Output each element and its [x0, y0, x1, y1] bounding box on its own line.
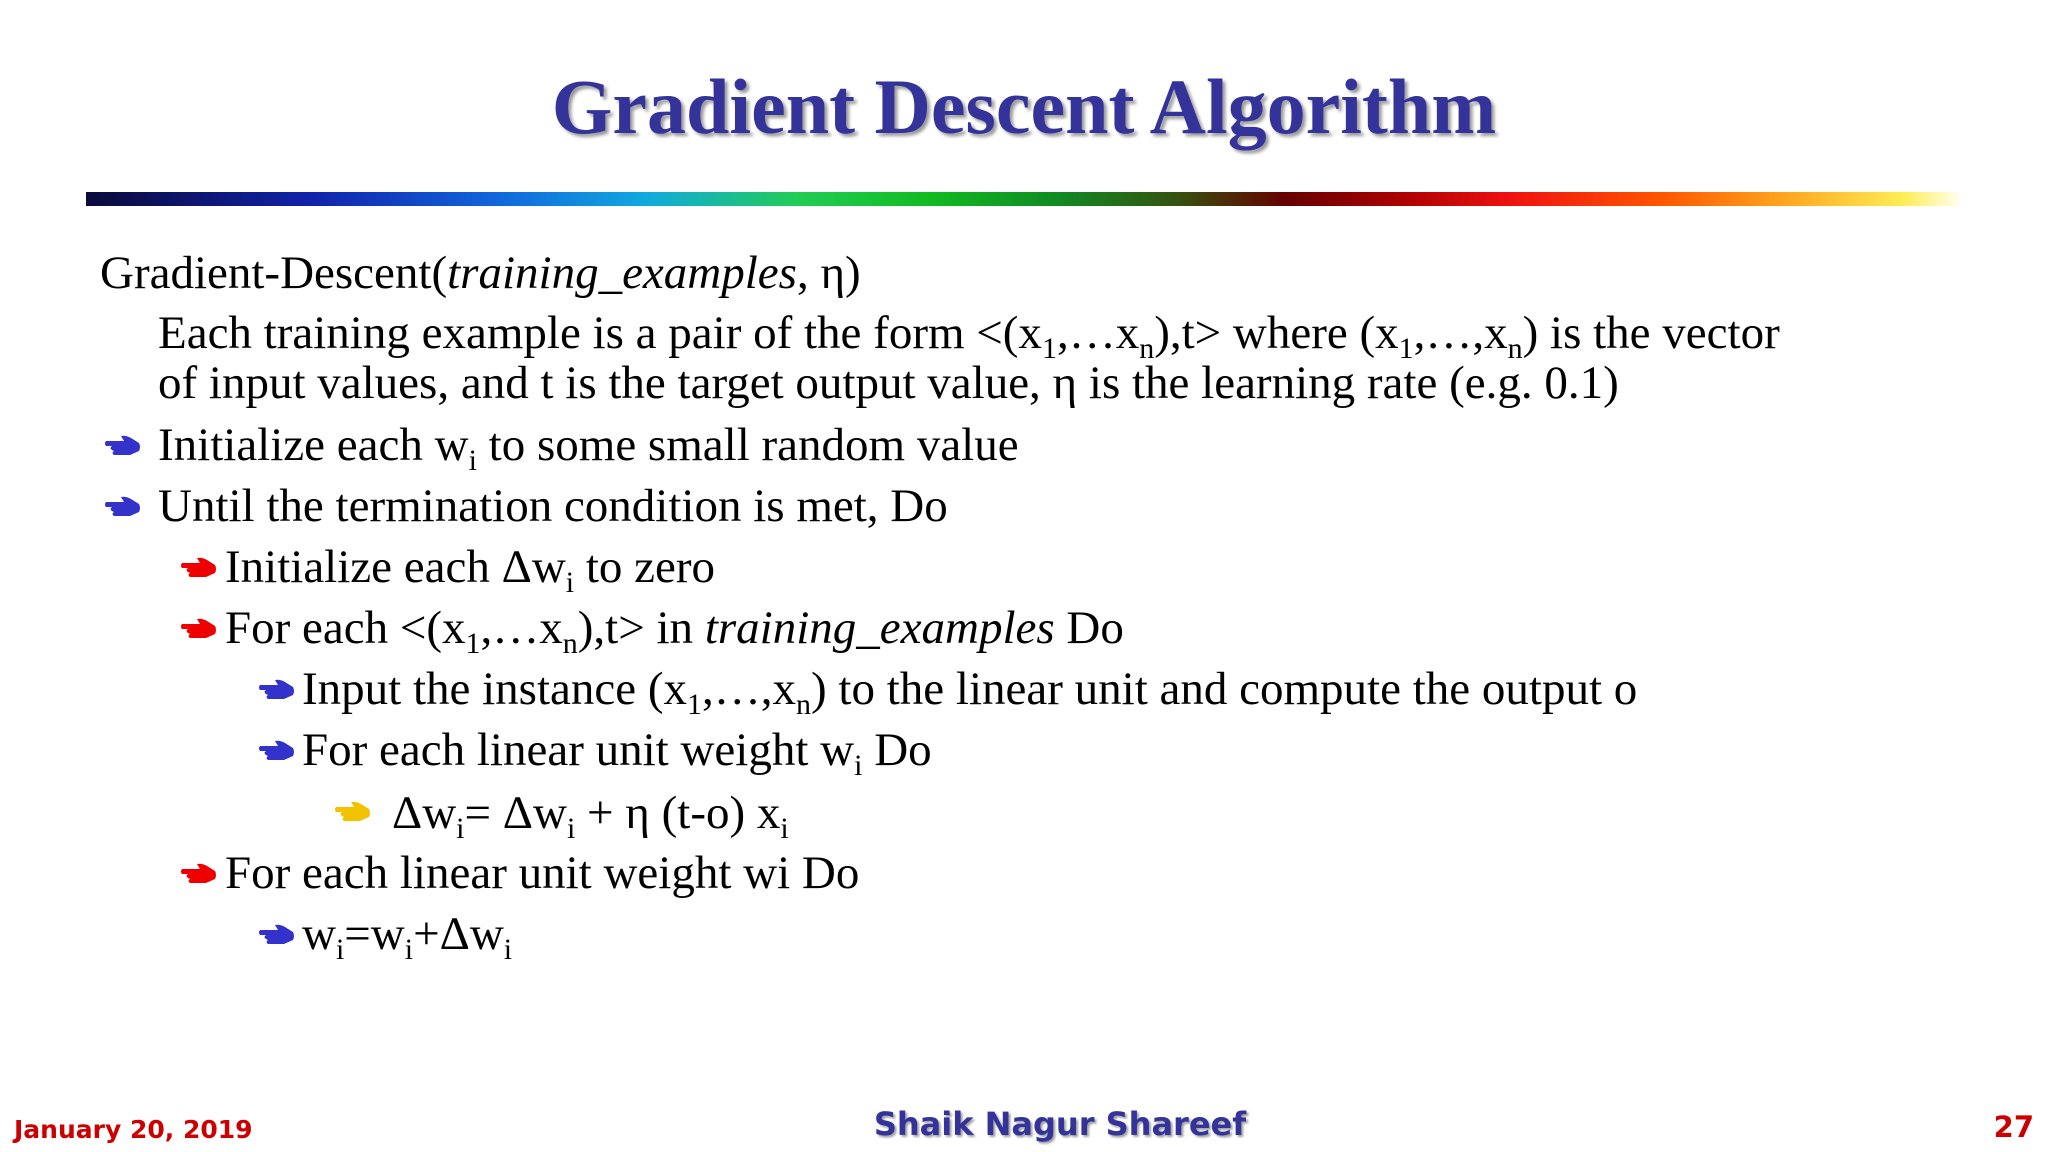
description-line-2: of input values, and t is the target output value, η is the learning rate (e.g. 0.1)	[158, 357, 1619, 409]
bullet-sub: 1	[465, 627, 481, 660]
bullet-text: to zero	[574, 541, 716, 593]
desc-text: ),t> where (x	[1154, 307, 1399, 359]
pointing-hand-icon	[180, 554, 220, 580]
desc-text: ,…,x	[1413, 307, 1508, 359]
bullet-text: + η (t-o) x	[575, 787, 781, 839]
bullet-text: For each <(x	[225, 602, 466, 654]
bullet-initialize-delta	[225, 541, 716, 599]
bullet-sub: i	[456, 812, 465, 845]
bullet-for-each-weight	[302, 724, 932, 782]
bullet-text: Initialize each w	[158, 419, 469, 471]
bullet-delta-update	[392, 787, 789, 845]
bullet-sub: i	[503, 933, 513, 966]
bullet-sub: i	[335, 933, 345, 966]
bullet-text: For each linear unit weight w	[302, 724, 855, 776]
bullet-text: ),t> in	[577, 602, 705, 654]
pointing-hand-icon	[258, 676, 298, 702]
bullet-initialize-weights	[158, 419, 1019, 477]
pointing-hand-icon	[104, 493, 144, 519]
bullet-until-termination: Until the termination condition is met, Do	[158, 480, 948, 532]
footer-date: January 20, 2019	[14, 1115, 253, 1144]
bullet-text: Initialize each Δw	[225, 541, 566, 593]
bullet-text: +Δw	[413, 908, 504, 960]
rainbow-divider	[86, 192, 1960, 206]
bullet-text: w	[302, 908, 336, 960]
footer-author: Shaik Nagur Shareef	[873, 1105, 1247, 1143]
bullet-weight-update	[302, 908, 513, 966]
bullet-sub: 1	[687, 688, 703, 721]
bullet-text: ,…,x	[702, 663, 797, 715]
description-line-1	[158, 307, 1780, 365]
bullet-sub: i	[780, 812, 789, 845]
desc-sub: n	[1507, 332, 1523, 365]
bullet-text: Do	[1054, 602, 1124, 654]
pointing-hand-icon	[104, 432, 144, 458]
pointing-hand-icon	[258, 921, 298, 947]
bullet-text: Δw	[392, 787, 457, 839]
bullet-text: ,…x	[480, 602, 563, 654]
bullet-input-instance	[302, 663, 1638, 721]
desc-text: Each training example is a pair of the form <(x	[158, 307, 1042, 359]
signature-function: Gradient-Descent(	[100, 247, 448, 299]
bullet-sub: i	[404, 933, 414, 966]
bullet-sub: i	[565, 566, 575, 599]
signature-rest: , η)	[796, 247, 861, 299]
bullet-sub: n	[562, 627, 578, 660]
bullet-text: ) to the linear unit and compute the output o	[811, 663, 1638, 715]
bullet-text: = Δw	[464, 787, 567, 839]
desc-sub: 1	[1041, 332, 1057, 365]
bullet-sub: n	[796, 688, 812, 721]
bullet-text: Do	[862, 724, 932, 776]
bullet-sub: i	[566, 812, 576, 845]
signature-arg-training-examples: training_examples	[447, 247, 797, 299]
slide-title: Gradient Descent Algorithm	[551, 63, 1497, 150]
bullet-emphasis: training_examples	[704, 602, 1055, 654]
pointing-hand-icon	[180, 615, 220, 641]
bullet-sub: i	[854, 749, 863, 782]
algorithm-signature	[100, 247, 861, 299]
bullet-text: =w	[344, 908, 405, 960]
pointing-hand-icon	[334, 798, 374, 824]
pointing-hand-icon	[258, 737, 298, 763]
desc-sub: n	[1139, 332, 1155, 365]
bullet-for-each-weight-update: For each linear unit weight wi Do	[225, 847, 860, 899]
bullet-for-each-example	[225, 602, 1124, 660]
desc-sub: 1	[1398, 332, 1414, 365]
desc-text: ,…x	[1056, 307, 1140, 359]
bullet-text: to some small random value	[476, 419, 1019, 471]
bullet-text: Input the instance (x	[302, 663, 688, 715]
slide-number: 27	[1993, 1110, 2034, 1144]
desc-text: ) is the vector	[1522, 307, 1780, 359]
bullet-sub: i	[468, 444, 477, 477]
pointing-hand-icon	[180, 860, 220, 886]
